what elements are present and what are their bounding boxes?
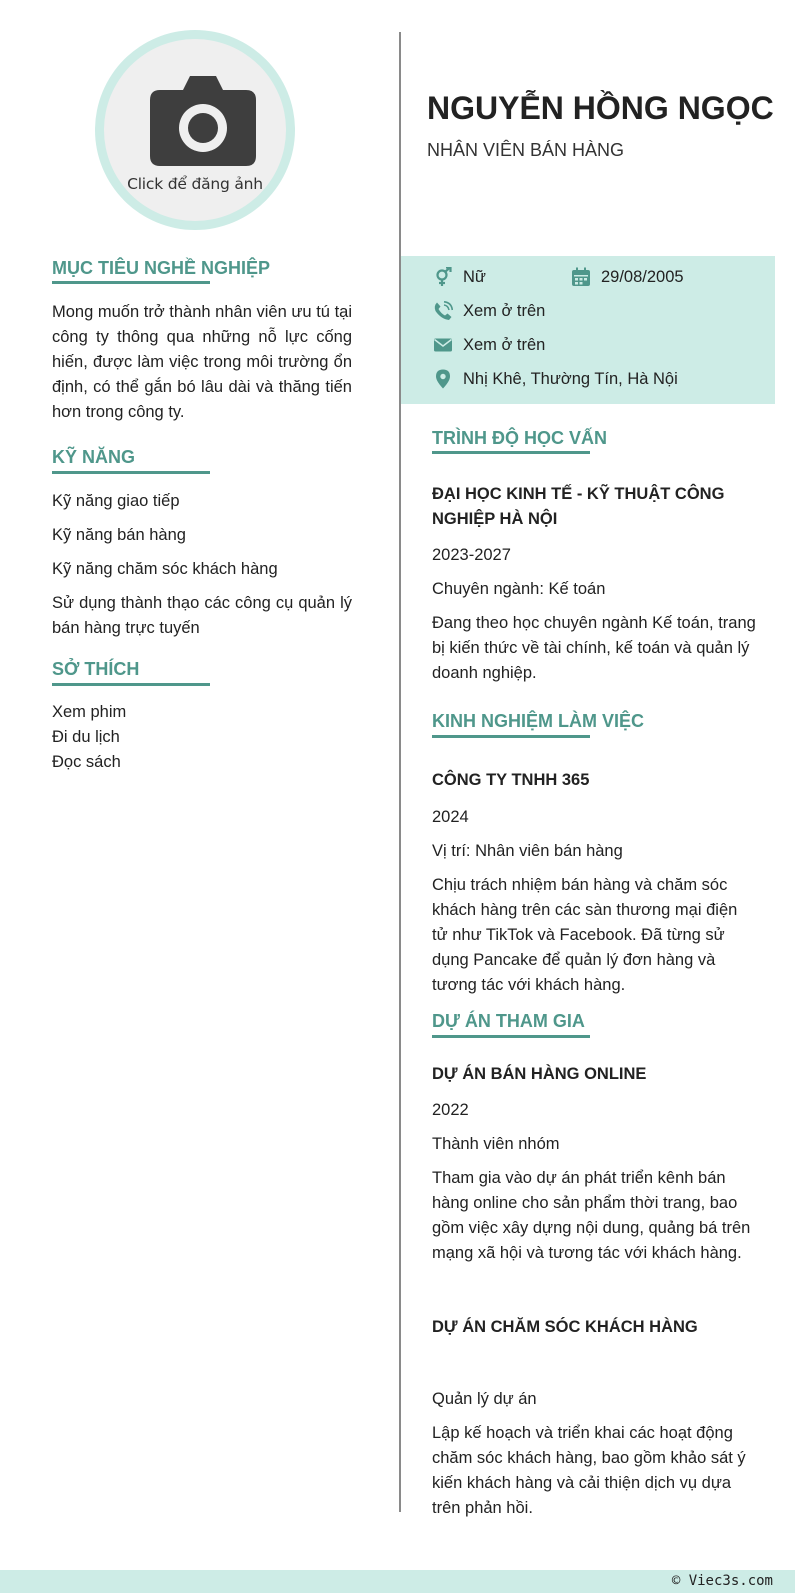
birthday-row <box>571 265 684 289</box>
address-value: Nhị Khê, Thường Tín, Hà Nội <box>463 369 678 388</box>
camera-icon <box>150 76 256 166</box>
skills-title: KỸ NĂNG <box>52 447 136 467</box>
hobby-item: Đi du lịch <box>52 728 120 746</box>
hobby-item: Xem phim <box>52 703 127 721</box>
objective-title: MỤC TIÊU NGHỀ NGHIỆP <box>52 258 271 278</box>
project-year: 2022 <box>432 1101 469 1119</box>
experience-role: Vị trí: Nhân viên bán hàng <box>432 842 623 860</box>
project-description: Lập kế hoạch và triển khai các hoạt động chăm sóc khách hàng, bao gồm khảo sát ý kiến khách hàng và cải thiện dịch vụ dựa trên phản hồi. <box>432 1424 746 1517</box>
footer-bar <box>0 1570 795 1593</box>
education-title: TRÌNH ĐỘ HỌC VẤN <box>432 428 607 448</box>
job-title: NHÂN VIÊN BÁN HÀNG <box>427 140 625 160</box>
projects-underline <box>432 1035 590 1038</box>
project-description: Tham gia vào dự án phát triển kênh bán hàng online cho sản phẩm thời trang, bao gồm việc xây dựng nội dung, quảng bá trên mạng xã hội và tương tác với khách hàng. <box>432 1169 751 1262</box>
email-icon <box>433 335 453 355</box>
project-name: DỰ ÁN BÁN HÀNG ONLINE <box>432 1065 647 1083</box>
avatar-upload[interactable] <box>104 39 286 221</box>
education-underline <box>432 451 590 454</box>
location-pin-icon <box>433 369 453 389</box>
column-divider <box>399 32 401 1512</box>
birthday-value: 29/08/2005 <box>601 267 684 286</box>
avatar-frame <box>95 30 295 230</box>
objective-text: Mong muốn trở thành nhân viên ưu tú tại công ty thông qua những nỗ lực cống hiến, được làm việc trong môi trường ổn định, có thể gắn bó lâu dài và thăng tiến hơn trong công ty. <box>52 303 352 421</box>
email-row <box>433 333 545 357</box>
experience-year: 2024 <box>432 808 469 826</box>
upload-label: Click để đăng ảnh <box>127 175 263 193</box>
candidate-name: NGUYỄN HỒNG NGỌC <box>427 90 774 126</box>
phone-icon <box>433 301 453 321</box>
experience-title: KINH NGHIỆM LÀM VIỆC <box>432 711 645 731</box>
project-role: Quản lý dự án <box>432 1390 537 1408</box>
education-description: Đang theo học chuyên ngành Kế toán, trang bị kiến thức về tài chính, kế toán và quản lý doanh nghiệp. <box>432 614 756 682</box>
address-row <box>433 367 678 391</box>
gender-icon <box>433 267 453 287</box>
gender-row <box>433 265 486 289</box>
contact-panel <box>401 256 775 404</box>
projects-title: DỰ ÁN THAM GIA <box>432 1011 585 1031</box>
skill-item: Kỹ năng bán hàng <box>52 526 186 544</box>
phone-value: Xem ở trên <box>463 301 546 320</box>
phone-row <box>433 299 545 323</box>
objective-underline <box>52 281 210 284</box>
experience-description: Chịu trách nhiệm bán hàng và chăm sóc khách hàng trên các sàn thương mại điện tử như TikTok và Facebook. Đã từng sử dụng Pancake để quản lý đơn hàng và tương tác với khách hàng. <box>432 876 738 994</box>
school-name: ĐẠI HỌC KINH TẾ - KỸ THUẬT CÔNG NGHIỆP HÀ NỘI <box>432 485 725 528</box>
gender-value: Nữ <box>463 267 486 286</box>
email-value: Xem ở trên <box>463 335 546 354</box>
experience-underline <box>432 735 590 738</box>
hobbies-underline <box>52 683 210 686</box>
skill-item: Kỹ năng giao tiếp <box>52 492 180 510</box>
skill-item: Sử dụng thành thạo các công cụ quản lý bán hàng trực tuyến <box>52 594 352 637</box>
skill-item: Kỹ năng chăm sóc khách hàng <box>52 560 278 578</box>
hobbies-title: SỞ THÍCH <box>52 659 140 679</box>
project-role: Thành viên nhóm <box>432 1135 560 1153</box>
footer-credit: © Viec3s.com <box>671 1573 773 1589</box>
project-name: DỰ ÁN CHĂM SÓC KHÁCH HÀNG <box>432 1318 698 1336</box>
calendar-icon <box>571 267 591 287</box>
company-name: CÔNG TY TNHH 365 <box>432 771 590 789</box>
education-period: 2023-2027 <box>432 546 511 564</box>
education-major: Chuyên ngành: Kế toán <box>432 580 606 598</box>
skills-underline <box>52 471 210 474</box>
hobby-item: Đọc sách <box>52 753 121 771</box>
